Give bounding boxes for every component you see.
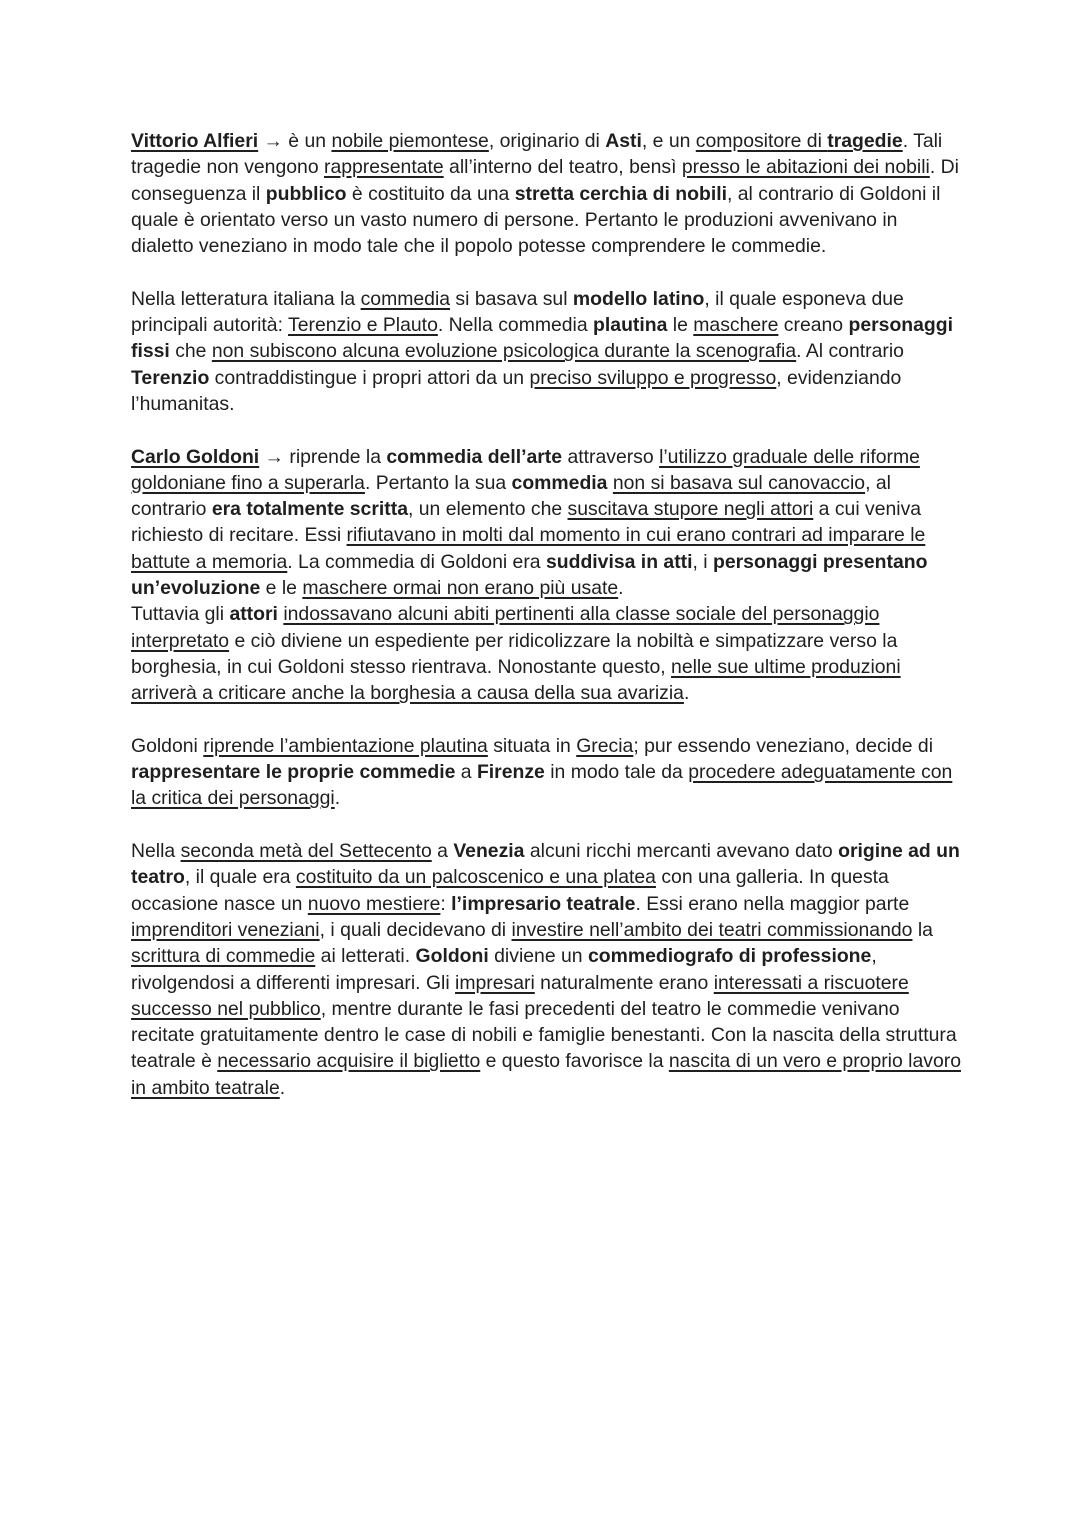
text: .	[618, 577, 624, 600]
text: . Al contrario	[796, 340, 904, 363]
underlined-text: commedia	[360, 287, 451, 310]
text: , rivolgendosi a differenti impresari. Gli	[131, 945, 877, 994]
paragraph-commedia-latina	[131, 286, 961, 417]
text: le	[667, 314, 694, 337]
text: , i	[692, 550, 713, 573]
bold-underlined-text: tragedie	[827, 130, 903, 152]
paragraph-ambientazione	[131, 733, 961, 812]
text: , il quale esponeva due principali autorità:	[131, 287, 904, 337]
text: → è un	[258, 130, 332, 152]
bold-text: attori	[229, 603, 278, 626]
underlined-text: costituito da un palcoscenico e una platea	[295, 866, 656, 889]
bold-text: modello latino	[572, 287, 705, 310]
underlined-text: necessario acquisire il biglietto	[217, 1050, 481, 1073]
text: . Nella commedia	[437, 314, 594, 337]
text: . Pertanto la sua	[364, 471, 512, 494]
text: all’interno del teatro, bensì	[443, 156, 682, 179]
underlined-text: nuovo mestiere	[307, 892, 441, 915]
underlined-text: maschere	[693, 314, 779, 337]
text: e questo favorisce la	[480, 1050, 669, 1073]
text: contraddistingue i propri attori da un	[209, 366, 530, 389]
underlined-text: nelle sue ultime produzioni arriverà a criticare anche la borghesia a causa della sua avarizia	[131, 655, 901, 705]
text: Nella	[131, 840, 181, 863]
text: in modo tale da	[544, 761, 689, 784]
text: , al contrario di Goldoni il quale è orientato verso un vasto numero di persone. Pertanto le produzioni avvenivano in dialetto veneziano in modo tale che il popolo potesse comprendere le commedie.	[131, 182, 941, 258]
bold-text: Goldoni	[415, 945, 489, 968]
bold-text: commedia	[511, 471, 608, 494]
underlined-text: impresari	[455, 971, 535, 994]
bold-text: plautina	[593, 314, 668, 337]
text: . Essi erano nella maggior parte	[635, 892, 910, 915]
text: la	[912, 918, 933, 941]
text: situata in	[487, 734, 577, 757]
text: , e un	[641, 130, 696, 152]
bold-text: Asti	[605, 130, 642, 152]
underlined-text: maschere ormai non erano più usate	[302, 577, 619, 600]
paragraph-alfieri	[131, 128, 961, 259]
document-page	[131, 128, 961, 1127]
underlined-text: presso le abitazioni dei nobili	[681, 156, 930, 179]
text: a	[455, 761, 477, 784]
bold-text: personaggi presentano un’evoluzione	[131, 550, 928, 600]
text: naturalmente erano	[534, 971, 714, 994]
paragraph-impresario	[131, 838, 961, 1101]
bold-text: l’impresario teatrale	[451, 892, 636, 915]
text: e le	[260, 577, 303, 600]
text: . Tali tragedie non vengono	[131, 130, 943, 179]
text: .	[279, 1076, 286, 1099]
underlined-text: compositore di	[695, 130, 828, 152]
paragraph-goldoni	[131, 444, 961, 707]
text: creano	[778, 314, 849, 337]
text: , al contrario	[131, 471, 891, 521]
underlined-text: non subiscono alcuna evoluzione psicologica durante la scenografia	[211, 340, 797, 363]
text: Nella letteratura italiana la	[131, 287, 361, 310]
text: ai letterati.	[315, 945, 416, 968]
text: alcuni ricchi mercanti avevano dato	[524, 840, 839, 863]
text: si basava sul	[450, 287, 573, 310]
underlined-text: indossavano alcuni abiti pertinenti alla classe sociale del personaggio interpretato	[131, 603, 880, 652]
text: , mentre durante le fasi precedenti del teatro le commedie venivano recitate gratuitamente dentro le case di nobili e famiglie benestanti. Con la nascita della struttura teatrale è	[131, 997, 957, 1073]
text: a	[431, 840, 454, 863]
text: , i quali decidevano di	[319, 918, 512, 941]
underlined-text: rappresentate	[324, 156, 444, 179]
text: , un elemento che	[407, 498, 568, 521]
underlined-text: l’utilizzo graduale delle riforme goldoniane fino a superarla	[131, 445, 920, 494]
bold-text: Terenzio	[131, 366, 210, 389]
text: con una galleria. In questa occasione nasce un	[131, 866, 889, 915]
bold-text: origine ad un teatro	[131, 840, 960, 889]
underlined-text: suscitava stupore negli attori	[567, 498, 814, 521]
text: → riprende la	[259, 445, 387, 468]
text: . La commedia di Goldoni era	[287, 550, 546, 573]
underlined-text: scrittura di commedie	[131, 945, 316, 968]
text: diviene un	[488, 945, 588, 968]
bold-text: Firenze	[476, 761, 545, 784]
text: :	[440, 892, 452, 915]
bold-text: commediografo di professione	[587, 945, 872, 968]
underlined-text: nobile piemontese	[331, 130, 489, 152]
bold-text: era totalmente scritta	[211, 498, 408, 521]
underlined-text: rifiutavano in molti dal momento in cui erano contrari ad imparare le battute a memoria	[131, 524, 926, 573]
bold-text: personaggi fissi	[131, 314, 953, 363]
text: Goldoni	[131, 734, 204, 757]
text: ; pur essendo veneziano, decide di	[633, 734, 934, 757]
underlined-text: Grecia	[576, 734, 634, 757]
bold-underlined-text: Carlo Goldoni	[131, 445, 260, 468]
underlined-text: preciso sviluppo e progresso	[529, 366, 777, 389]
bold-text: commedia dell’arte	[386, 445, 563, 468]
underlined-text: nascita di un vero e proprio lavoro in ambito teatrale	[131, 1050, 961, 1099]
underlined-text: procedere adeguatamente con la critica dei personaggi	[131, 761, 953, 810]
text: , evidenziando l’humanitas.	[131, 366, 902, 415]
text: che	[169, 340, 212, 363]
text: .	[683, 682, 690, 705]
bold-text: rappresentare le proprie commedie	[131, 761, 456, 784]
underlined-text: interessati a riscuotere successo nel pubblico	[131, 971, 909, 1020]
text: . Di conseguenza il	[131, 156, 959, 205]
underlined-text: imprenditori veneziani	[131, 918, 320, 941]
underlined-text: riprende l’ambientazione plautina	[203, 734, 488, 757]
text: , originario di	[488, 130, 606, 152]
text: e ciò diviene un espediente per ridicolizzare la nobiltà e simpatizzare verso la borghesia, in cui Goldoni stesso rientrava. Nonostante questo,	[131, 629, 898, 678]
underlined-text: investire nell’ambito dei teatri commissionando	[511, 918, 913, 941]
bold-text: Venezia	[453, 840, 525, 863]
underlined-text: non si basava sul canovaccio	[612, 471, 866, 494]
bold-text: stretta cerchia di nobili	[514, 182, 727, 205]
text: attraverso	[562, 445, 660, 468]
underlined-text: Terenzio e Plauto	[288, 314, 438, 337]
text: a cui veniva richiesto di recitare. Essi	[131, 498, 922, 547]
bold-text: suddivisa in atti	[545, 550, 693, 573]
text: Tuttavia gli	[131, 603, 230, 626]
bold-text: pubblico	[265, 182, 347, 205]
text: , il quale era	[184, 866, 296, 889]
bold-underlined-text: Vittorio Alfieri	[131, 130, 259, 152]
underlined-text: seconda metà del Settecento	[180, 840, 432, 863]
text: è costituito da una	[346, 182, 515, 205]
text: .	[334, 787, 341, 810]
